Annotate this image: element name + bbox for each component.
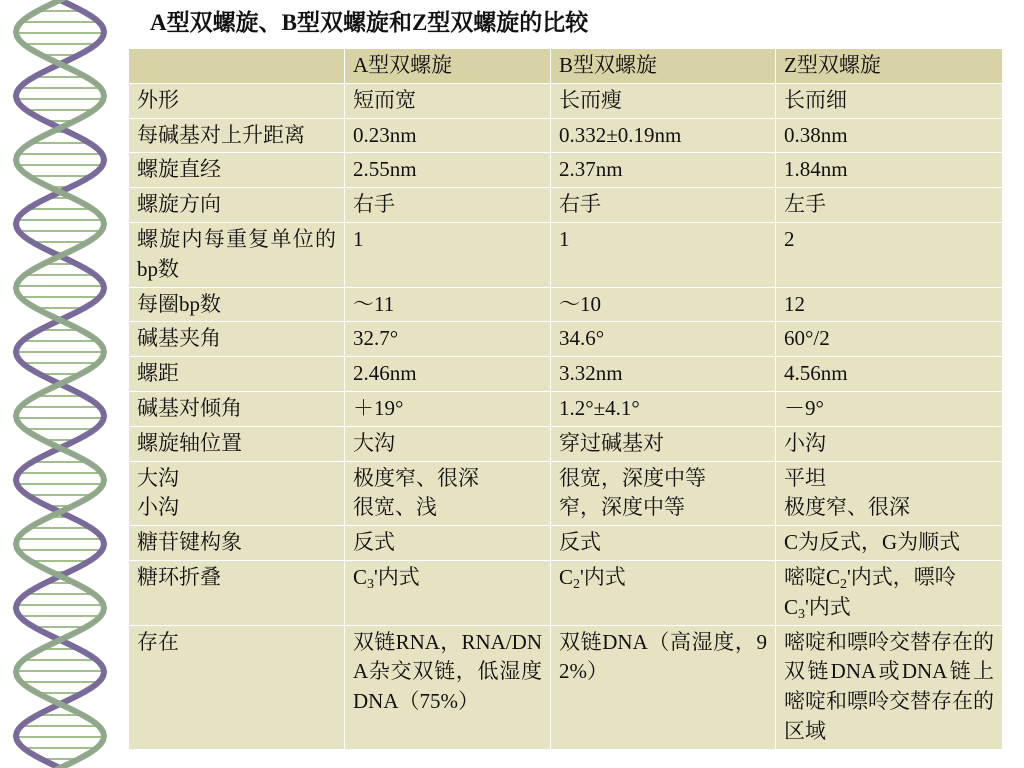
comparison-table: [128, 48, 1003, 750]
cell-line: [784, 593, 994, 623]
row-label-cell: 碱基夹角: [129, 322, 345, 357]
row-label-cell: 碱基对倾角: [129, 391, 345, 426]
header-cell: Z型双螺旋: [776, 49, 1003, 84]
z-form-cell: 12: [776, 287, 1003, 322]
b-form-cell: ～10: [551, 287, 776, 322]
b-form-cell: 1: [551, 222, 776, 287]
cell-text: '内式: [805, 594, 851, 619]
a-form-cell: 双链RNA，RNA/DNA杂交双链，低湿度DNA（75%）: [345, 625, 551, 749]
z-form-cell: [776, 461, 1003, 526]
cell-text: '内式: [580, 564, 626, 589]
table-header-row: [129, 49, 1003, 84]
table-row: [129, 287, 1003, 322]
cell-line: 很宽、浅: [353, 495, 437, 520]
cell-line: 小沟: [137, 495, 179, 520]
b-form-cell: 1.2°±4.1°: [551, 391, 776, 426]
table-row: [129, 526, 1003, 561]
table-row: [129, 222, 1003, 287]
z-form-cell: －9°: [776, 391, 1003, 426]
cell-line: 大沟: [137, 465, 179, 490]
z-form-cell: 嘧啶和嘌呤交替存在的双链DNA或DNA链上嘧啶和嘌呤交替存在的区域: [776, 625, 1003, 749]
cell-text: '内式: [374, 564, 420, 589]
cell-line: [784, 563, 994, 593]
a-form-cell: 0.23nm: [345, 118, 551, 153]
z-form-cell: 2: [776, 222, 1003, 287]
a-form-cell: 短而宽: [345, 83, 551, 118]
a-form-cell: [345, 461, 551, 526]
table-row: [129, 322, 1003, 357]
z-form-cell: 0.38nm: [776, 118, 1003, 153]
row-label-cell: 每碱基对上升距离: [129, 118, 345, 153]
subscript: 3: [367, 576, 375, 592]
row-label-cell: 糖苷键构象: [129, 526, 345, 561]
a-form-cell: [345, 560, 551, 625]
z-form-cell: C为反式，G为顺式: [776, 526, 1003, 561]
row-label-cell: 存在: [129, 625, 345, 749]
table-row: [129, 426, 1003, 461]
a-form-cell: 32.7°: [345, 322, 551, 357]
b-form-cell: [551, 461, 776, 526]
row-label-cell: 外形: [129, 83, 345, 118]
z-form-cell: 左手: [776, 188, 1003, 223]
b-form-cell: 3.32nm: [551, 357, 776, 392]
b-form-cell: 34.6°: [551, 322, 776, 357]
dna-helix-illustration: [0, 0, 120, 768]
b-form-cell: 双链DNA（高湿度，92%）: [551, 625, 776, 749]
subscript: 3: [798, 606, 806, 622]
cell-text: C: [353, 564, 368, 589]
table-row: [129, 391, 1003, 426]
a-form-cell: 反式: [345, 526, 551, 561]
b-form-cell: 0.332±0.19nm: [551, 118, 776, 153]
table-row: [129, 118, 1003, 153]
row-label-cell: 螺旋方向: [129, 188, 345, 223]
a-form-cell: 2.46nm: [345, 357, 551, 392]
cell-line: 极度窄、很深: [784, 495, 910, 520]
header-cell: A型双螺旋: [345, 49, 551, 84]
row-label-cell: 螺距: [129, 357, 345, 392]
z-form-cell: 小沟: [776, 426, 1003, 461]
b-form-cell: [551, 560, 776, 625]
a-form-cell: 2.55nm: [345, 153, 551, 188]
z-form-cell: 4.56nm: [776, 357, 1003, 392]
a-form-cell: 大沟: [345, 426, 551, 461]
cell-line: 平坦: [784, 465, 826, 490]
b-form-cell: 右手: [551, 188, 776, 223]
cell-line: 极度窄、很深: [353, 465, 479, 490]
row-label-cell: 螺旋轴位置: [129, 426, 345, 461]
a-form-cell: 右手: [345, 188, 551, 223]
row-label-cell: 螺旋内每重复单位的bp数: [129, 222, 345, 287]
cell-text: C: [784, 594, 799, 619]
b-form-cell: 穿过碱基对: [551, 426, 776, 461]
z-form-cell: 60°/2: [776, 322, 1003, 357]
row-label-cell: 螺旋直经: [129, 153, 345, 188]
table-row: [129, 188, 1003, 223]
cell-text: 嘧啶C: [784, 564, 841, 589]
b-form-cell: 长而瘦: [551, 83, 776, 118]
row-label-cell: 每圈bp数: [129, 287, 345, 322]
cell-line: 窄，深度中等: [559, 495, 685, 520]
row-label-cell: 糖环折叠: [129, 560, 345, 625]
row-label-cell: [129, 461, 345, 526]
subscript: 2: [573, 576, 581, 592]
subscript: 2: [840, 576, 848, 592]
cell-line: 很宽，深度中等: [559, 465, 706, 490]
table-row: [129, 357, 1003, 392]
a-form-cell: 1: [345, 222, 551, 287]
table-row: [129, 153, 1003, 188]
header-cell: [129, 49, 345, 84]
a-form-cell: ～11: [345, 287, 551, 322]
table-row: [129, 83, 1003, 118]
header-cell: B型双螺旋: [551, 49, 776, 84]
table-row: [129, 461, 1003, 526]
z-form-cell: 长而细: [776, 83, 1003, 118]
z-form-cell: [776, 560, 1003, 625]
b-form-cell: 反式: [551, 526, 776, 561]
table-row: [129, 625, 1003, 749]
cell-text: '内式，嘌呤: [847, 564, 956, 589]
table-row: [129, 560, 1003, 625]
a-form-cell: ＋19°: [345, 391, 551, 426]
page-title: A型双螺旋、B型双螺旋和Z型双螺旋的比较: [150, 10, 589, 35]
b-form-cell: 2.37nm: [551, 153, 776, 188]
cell-text: C: [559, 564, 574, 589]
z-form-cell: 1.84nm: [776, 153, 1003, 188]
